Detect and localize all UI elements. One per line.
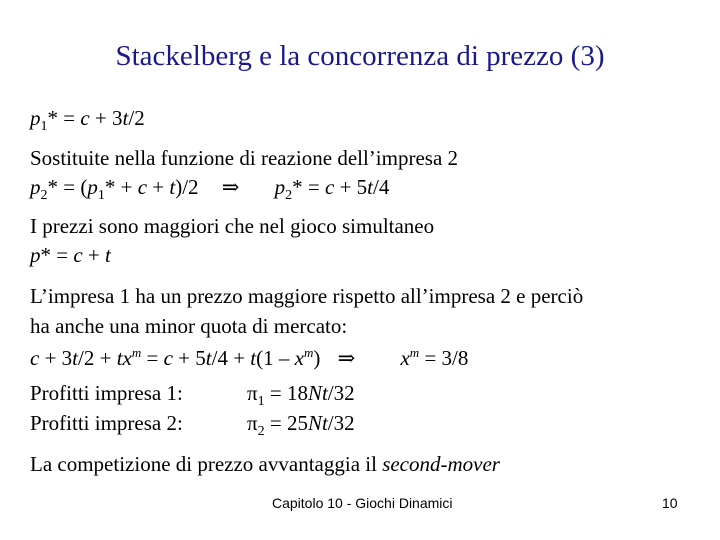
implies-arrow-icon: ⇒ [221, 175, 240, 199]
text-conclusion: La competizione di prezzo avvantaggia il second-mover [30, 452, 500, 476]
text-impresa1-price: L’impresa 1 ha un prezzo maggiore rispetto all’impresa 2 e perciò [30, 284, 584, 308]
slide-title: Stackelberg e la concorrenza di prezzo (3) [115, 40, 605, 72]
text-prices-higher: I prezzi sono maggiori che nel gioco simultaneo [30, 214, 435, 238]
equation-p1-star: $p_1* = c + 3t/2$ [30, 106, 145, 135]
implies-arrow-icon-2: ⇒ [337, 346, 356, 370]
profit-row-1: Profitti impresa 1: $\pi_1 = 18Nt/32$ [30, 381, 355, 410]
text-substitute: Sostituite nella funzione di reazione dell’impresa 2 [30, 146, 459, 170]
equation-p-star: p* = c + t [30, 243, 111, 267]
footer-chapter: Capitolo 10 - Giochi Dinamici [272, 495, 453, 511]
equation-p2-reaction: $p_2* = (p_1* + c + t)/2$ ⇒ $p_2* = c + 5t/4$ [30, 175, 390, 204]
footer-page-number: 10 [662, 495, 678, 511]
equation-xm: $c + 3t/2 + tx^m = c + 5t/4 + t(1 - x^m)$ ⇒ $x^m = 3/8$ [30, 345, 469, 370]
profit-row-2: Profitti impresa 2: $\pi_2 = 25Nt/32$ [30, 411, 355, 440]
text-market-share: ha anche una minor quota di mercato: [30, 314, 348, 338]
